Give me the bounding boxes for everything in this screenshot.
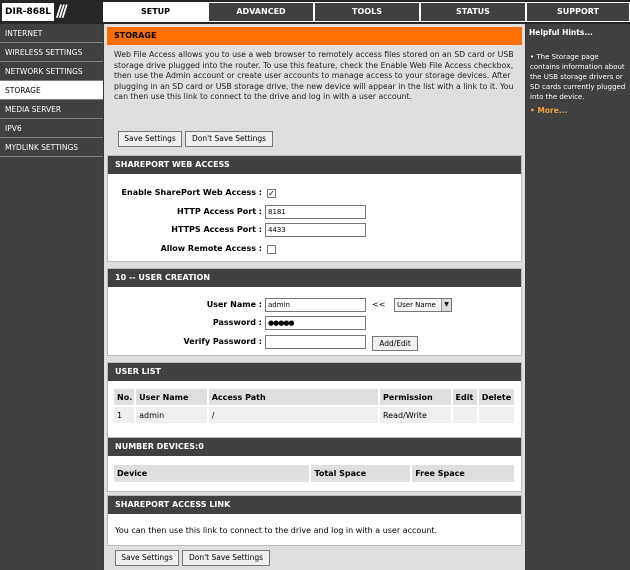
verify-password-input[interactable] — [265, 335, 366, 349]
col-no: No. — [114, 389, 135, 406]
copy-arrows: << — [372, 300, 386, 309]
top-bar — [0, 0, 630, 24]
cell-edit[interactable] — [452, 406, 478, 423]
shareport-title: SHAREPORT WEB ACCESS — [108, 156, 521, 174]
user-creation-section — [107, 268, 522, 356]
cell-no: 1 — [114, 406, 135, 423]
username-label: User Name : — [206, 300, 262, 309]
chevron-down-icon: ▼ — [441, 299, 451, 311]
nav-media-server[interactable]: MEDIA SERVER — [0, 100, 103, 119]
helpful-hints-panel — [526, 24, 630, 570]
nav-storage[interactable]: STORAGE — [0, 81, 103, 100]
save-settings-button-bottom[interactable]: Save Settings — [115, 550, 179, 566]
number-devices-section — [107, 437, 522, 492]
access-link-text: You can then use this link to connect to the drive and log in with a user account. — [115, 526, 438, 535]
dont-save-settings-button-bottom[interactable]: Don't Save Settings — [182, 550, 270, 566]
col-access-path: Access Path — [208, 389, 379, 406]
storage-section — [107, 27, 522, 148]
col-username: User Name — [135, 389, 208, 406]
model-label: DIR-868L — [2, 3, 54, 21]
user-list-table — [114, 389, 516, 423]
dont-save-settings-button-top[interactable]: Don't Save Settings — [185, 131, 273, 147]
https-port-input[interactable]: 4433 — [265, 223, 366, 237]
hints-more-link[interactable]: • More... — [530, 106, 568, 115]
add-edit-button[interactable]: Add/Edit — [372, 336, 418, 351]
allow-remote-access-checkbox[interactable] — [267, 245, 276, 254]
shareport-web-access-section — [107, 155, 522, 262]
col-free-space: Free Space — [411, 465, 515, 482]
col-permission: Permission — [379, 389, 452, 406]
devices-header — [114, 465, 515, 482]
table-row — [114, 406, 515, 423]
shareport-access-link-section — [107, 495, 522, 546]
tab-advanced[interactable]: ADVANCED — [208, 2, 314, 22]
nav-network-settings[interactable]: NETWORK SETTINGS — [0, 62, 103, 81]
tab-tools[interactable]: TOOLS — [314, 2, 420, 22]
user-creation-title: 10 -- USER CREATION — [108, 269, 521, 287]
nav-ipv6[interactable]: IPV6 — [0, 119, 103, 138]
col-device: Device — [114, 465, 310, 482]
storage-description: Web File Access allows you to use a web browser to remotely access files stored on an SD card or USB storage drive plugged into the router. To use this feature, check the Enable Web File Access checkbox, then use the Admin account or create user accounts to manage access to your storage devices. After plugging in an SD card or USB storage drive, the new device will appear in the list with a link to it. You can then use this link to connect to the drive and log in with a user account. — [114, 50, 514, 101]
save-settings-button-top[interactable]: Save Settings — [118, 131, 182, 147]
nav-wireless-settings[interactable]: WIRELESS SETTINGS — [0, 43, 103, 62]
left-nav — [0, 24, 103, 570]
cell-delete[interactable] — [478, 406, 515, 423]
nav-internet[interactable]: INTERNET — [0, 24, 103, 43]
logo-slashes: /// — [56, 1, 65, 20]
tab-setup[interactable]: SETUP — [103, 2, 208, 22]
http-port-label: HTTP Access Port : — [177, 207, 262, 216]
hints-title: Helpful Hints... — [529, 28, 593, 37]
verify-password-label: Verify Password : — [183, 337, 262, 346]
password-label: Password : — [212, 318, 262, 327]
username-select-value: User Name — [397, 301, 436, 309]
storage-title: STORAGE — [107, 27, 522, 45]
devices-table — [114, 465, 516, 482]
hints-text: • The Storage page contains information about the USB storage drivers or SD cards currently plugged into the device. — [530, 53, 626, 101]
enable-shareport-checkbox[interactable]: ✓ — [268, 189, 275, 198]
cell-permission: Read/Write — [379, 406, 452, 423]
enable-shareport-label: Enable SharePort Web Access : — [121, 188, 262, 197]
logo — [2, 3, 99, 21]
main-content — [104, 24, 525, 570]
http-port-input[interactable]: 8181 — [265, 205, 366, 219]
user-list-header — [114, 389, 515, 406]
col-delete: Delete — [478, 389, 515, 406]
allow-remote-access-label: Allow Remote Access : — [160, 244, 262, 253]
username-input[interactable]: admin — [265, 298, 366, 312]
access-link-title: SHAREPORT ACCESS LINK — [108, 496, 521, 514]
tab-support[interactable]: SUPPORT — [526, 2, 630, 22]
col-edit: Edit — [452, 389, 478, 406]
cell-username: admin — [135, 406, 208, 423]
tab-status[interactable]: STATUS — [420, 2, 526, 22]
password-input[interactable]: ●●●●● — [265, 316, 366, 330]
nav-mydlink-settings[interactable]: MYDLINK SETTINGS — [0, 138, 103, 157]
user-list-title: USER LIST — [108, 363, 521, 381]
cell-access-path: / — [208, 406, 379, 423]
number-devices-title: NUMBER DEVICES:0 — [108, 438, 521, 456]
col-total-space: Total Space — [310, 465, 411, 482]
https-port-label: HTTPS Access Port : — [171, 225, 262, 234]
username-select[interactable] — [394, 298, 452, 312]
